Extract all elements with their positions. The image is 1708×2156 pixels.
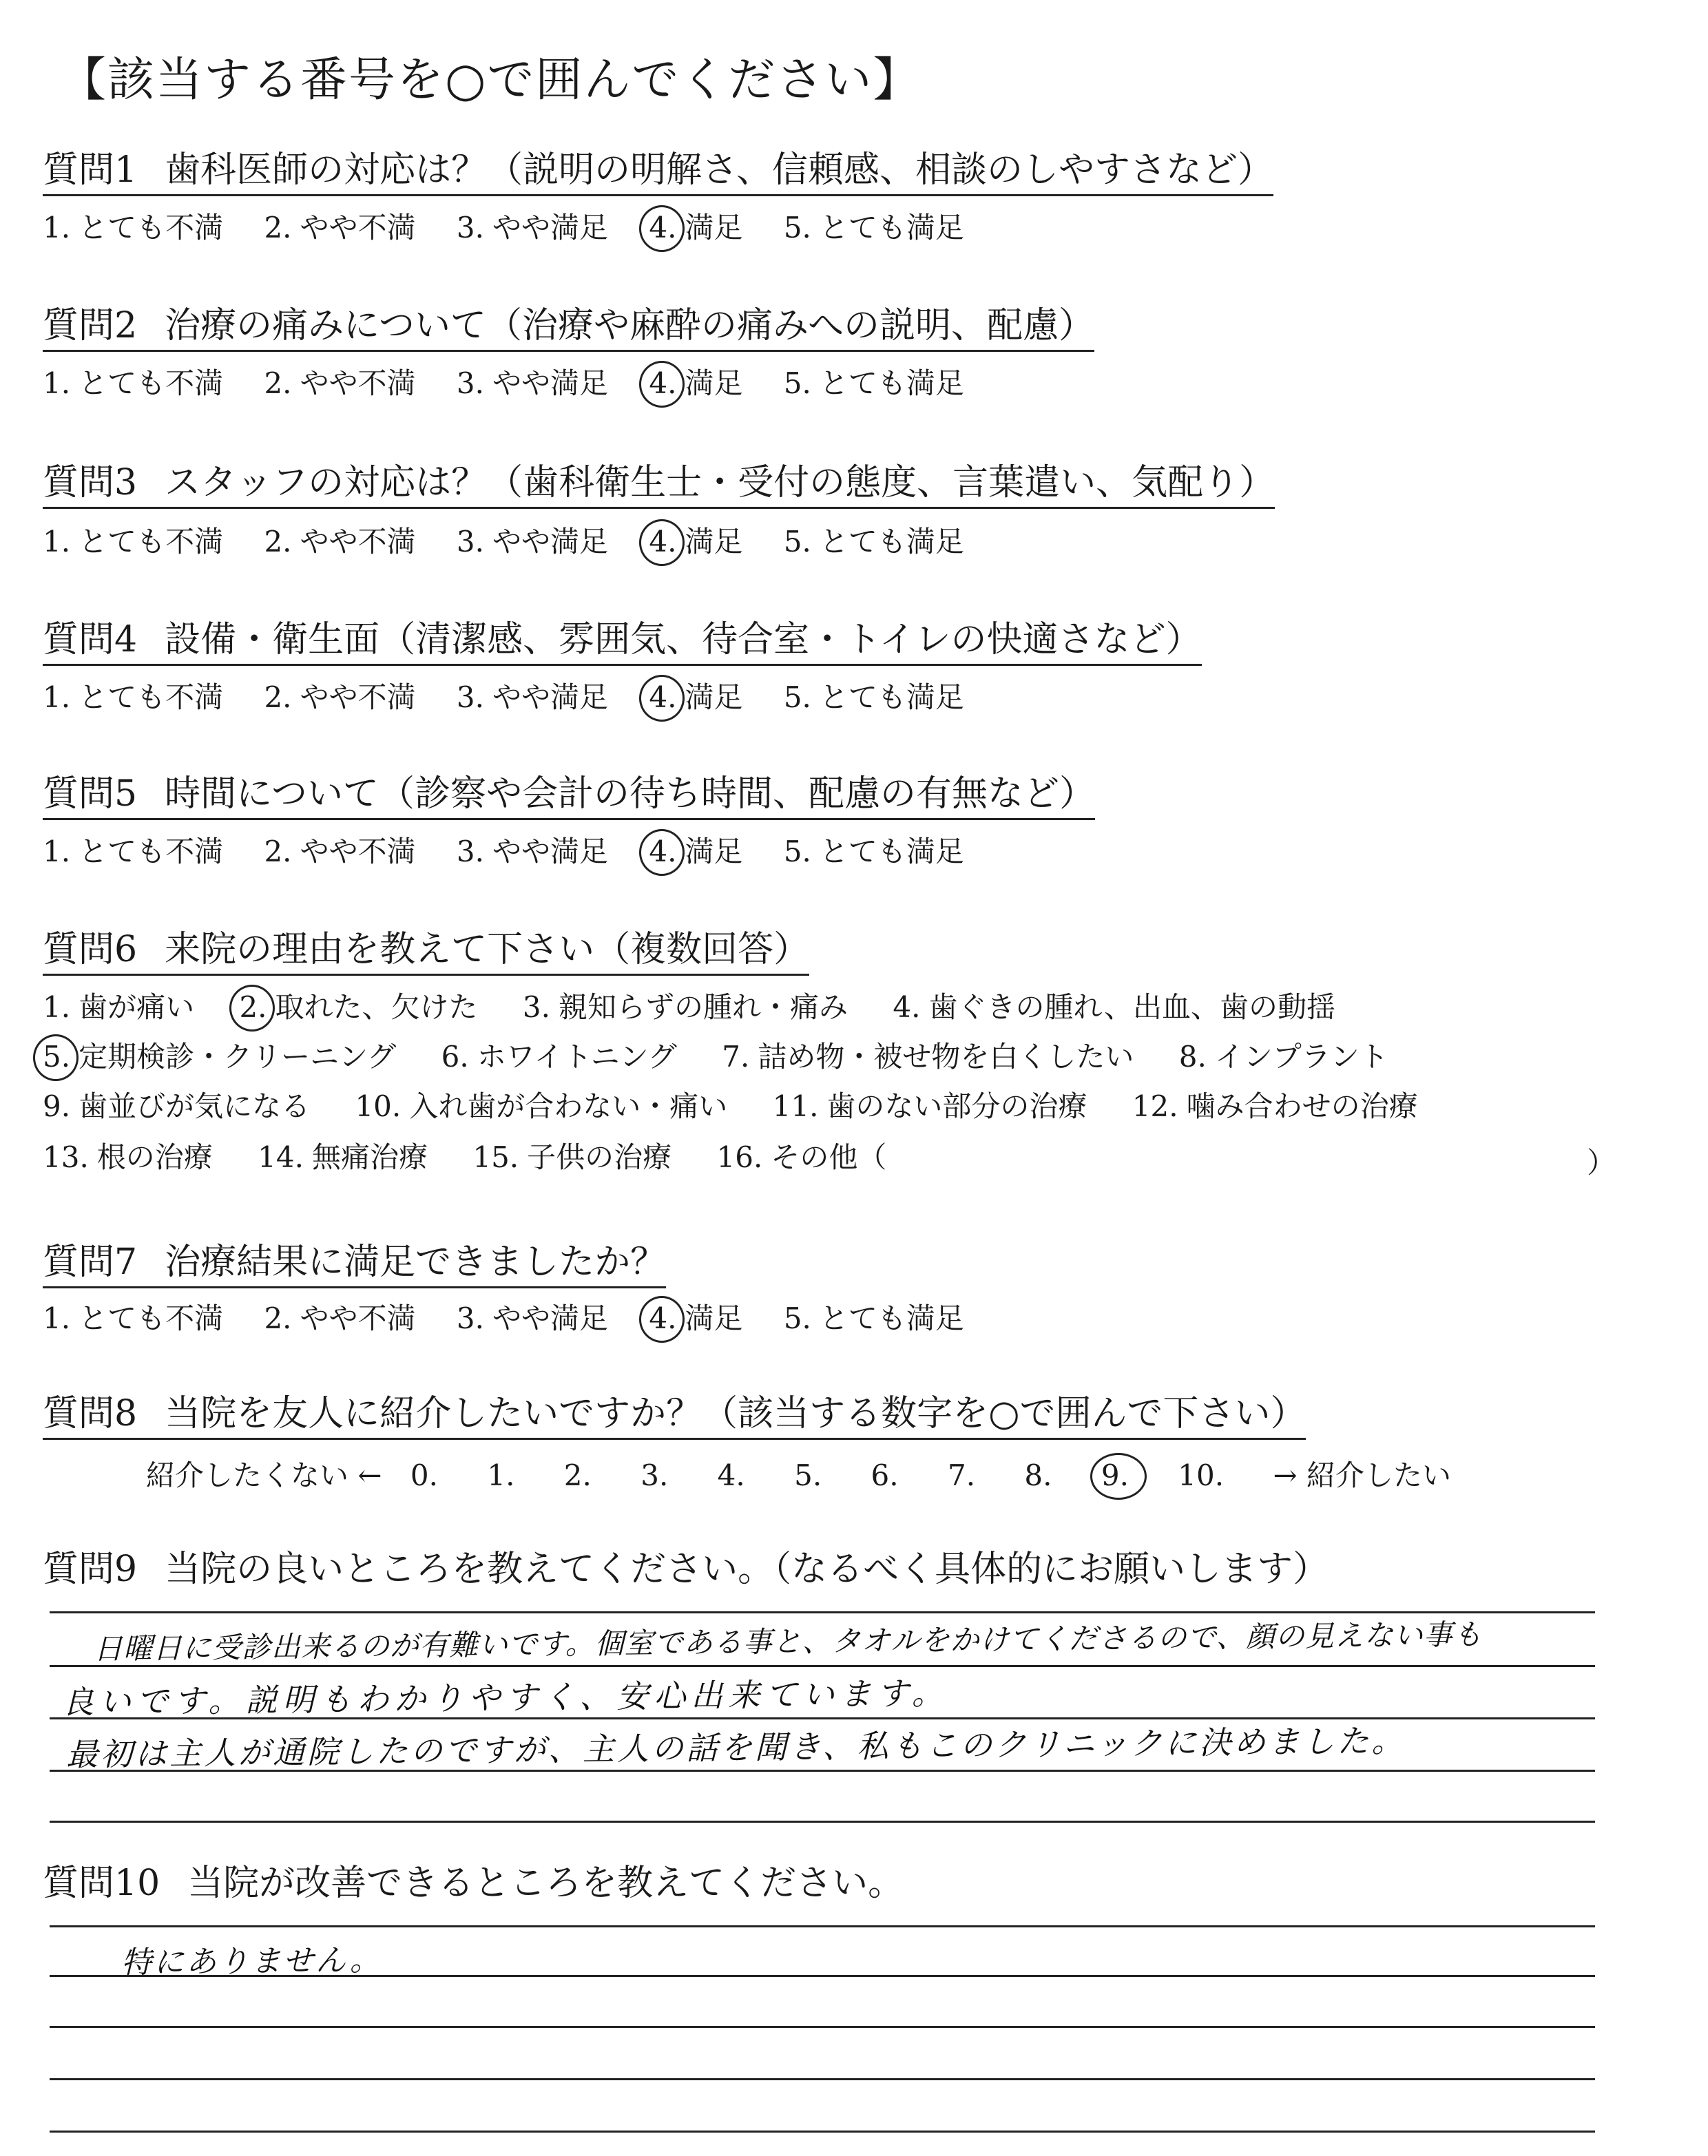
q6-option-8[interactable]: 8. インプラント: [1178, 1040, 1388, 1074]
q6-option-12[interactable]: 12. 噛み合わせの治療: [1132, 1089, 1418, 1123]
q7-option-2[interactable]: 2. やや不満: [264, 1301, 416, 1335]
q6-option-1[interactable]: 1. 歯が痛い: [43, 990, 195, 1024]
q10-writing-line-1: [50, 1925, 1595, 1927]
question-9-label: 質問9: [43, 1549, 138, 1590]
q4-option-1[interactable]: 1. とても不満: [43, 680, 224, 714]
q10-answer: 特にありません。: [121, 1943, 382, 1980]
q7-option-4-circled[interactable]: 4. 満足: [649, 1301, 743, 1335]
q3-option-2[interactable]: 2. やや不満: [264, 525, 416, 558]
question-4-label: 質問4: [43, 619, 138, 660]
question-1-text: 歯科医師の対応は？（説明の明解さ、信頼感、相談のしやすさなど）: [165, 149, 1274, 191]
q6-option-3[interactable]: 3. 親知らずの腫れ・痛み: [522, 990, 848, 1024]
q6-option-11[interactable]: 11. 歯のない部分の治療: [772, 1089, 1087, 1123]
q1-option-5[interactable]: 5. とても満足: [783, 211, 964, 244]
q7-option-1[interactable]: 1. とても不満: [43, 1301, 224, 1335]
question-9-heading: [43, 1549, 1329, 1593]
question-6-options-row-1: [43, 990, 1371, 1025]
scale-low-label: 紹介したくない ←: [146, 1458, 382, 1492]
question-2-heading: [43, 306, 1094, 352]
question-10-text: 当院が改善できるところを教えてください。: [187, 1863, 904, 1904]
q6-other-close-paren: ）: [1587, 1146, 1616, 1180]
question-3-heading: [43, 463, 1275, 509]
scale-0[interactable]: 0.: [410, 1458, 438, 1492]
scale-3[interactable]: 3.: [640, 1458, 669, 1492]
question-1-options: [43, 211, 996, 245]
q1-option-3[interactable]: 3. やや満足: [456, 211, 608, 244]
q9-answer-line-1: 日曜日に受診出来るのが有難いです。個室である事と、タオルをかけてくださるので、顔の見えない事も: [93, 1617, 1483, 1666]
question-2-text: 治療の痛みについて（治療や麻酔の痛みへの説明、配慮）: [165, 305, 1095, 346]
question-9-text: 当院の良いところを教えてください。（なるべく具体的にお願いします）: [165, 1549, 1329, 1590]
question-3-options: [43, 525, 996, 559]
question-6-options-row-3: [43, 1089, 1454, 1124]
question-5-heading: [43, 774, 1095, 820]
question-3-label: 質問3: [43, 462, 138, 503]
q7-option-3[interactable]: 3. やや満足: [456, 1301, 608, 1335]
q5-option-2[interactable]: 2. やや不満: [264, 835, 416, 868]
question-3-text: スタッフの対応は？（歯科衛生士・受付の態度、言葉遣い、気配り）: [165, 462, 1275, 503]
scale-10[interactable]: 10.: [1178, 1458, 1225, 1492]
q4-option-4-circled[interactable]: 4. 満足: [649, 680, 743, 714]
scale-1[interactable]: 1.: [487, 1458, 515, 1492]
scale-7[interactable]: 7.: [947, 1458, 976, 1492]
question-7-options: [43, 1301, 996, 1336]
question-6-options-row-4: [43, 1140, 922, 1175]
scale-6[interactable]: 6.: [871, 1458, 899, 1492]
q4-option-3[interactable]: 3. やや満足: [456, 680, 608, 714]
q6-option-15[interactable]: 15. 子供の治療: [472, 1140, 672, 1174]
q6-option-5-circled[interactable]: 5. 定期検診・クリーニング: [43, 1040, 397, 1074]
q2-option-1[interactable]: 1. とても不満: [43, 366, 224, 400]
question-8-heading: [43, 1394, 1306, 1440]
q9-answer-line-3: 最初は主人が通院したのですが、主人の話を聞き、私もこのクリニックに決めました。: [65, 1721, 1406, 1773]
q2-option-3[interactable]: 3. やや満足: [456, 366, 608, 400]
question-6-options-row-2: [43, 1040, 1424, 1074]
scale-2[interactable]: 2.: [563, 1458, 592, 1492]
question-5-options: [43, 835, 996, 869]
question-4-options: [43, 680, 996, 715]
q6-option-13[interactable]: 13. 根の治療: [43, 1140, 213, 1174]
scale-5[interactable]: 5.: [794, 1458, 822, 1492]
question-6-label: 質問6: [43, 929, 138, 970]
q6-option-7[interactable]: 7. 詰め物・被せ物を白くしたい: [722, 1040, 1134, 1074]
q2-option-2[interactable]: 2. やや不満: [264, 366, 416, 400]
q3-option-5[interactable]: 5. とても満足: [783, 525, 964, 558]
question-4-text: 設備・衛生面（清潔感、雰囲気、待合室・トイレの快適さなど）: [165, 619, 1202, 660]
q1-option-2[interactable]: 2. やや不満: [264, 211, 416, 244]
question-8-text: 当院を友人に紹介したいですか？（該当する数字を○で囲んで下さい）: [165, 1393, 1306, 1434]
q10-writing-line-5: [50, 2131, 1595, 2133]
question-7-label: 質問7: [43, 1242, 138, 1283]
question-2-options: [43, 366, 996, 401]
scale-high-label: → 紹介したい: [1273, 1458, 1451, 1492]
question-7-text: 治療結果に満足できましたか？: [165, 1242, 667, 1283]
question-4-heading: [43, 620, 1202, 666]
q6-option-16[interactable]: 16. その他（: [716, 1140, 887, 1174]
q10-writing-line-4: [50, 2078, 1595, 2080]
scale-4[interactable]: 4.: [717, 1458, 745, 1492]
question-6-heading: [43, 930, 809, 976]
question-6-text: 来院の理由を教えて下さい（複数回答）: [165, 929, 810, 970]
question-8-label: 質問8: [43, 1393, 138, 1434]
q5-option-3[interactable]: 3. やや満足: [456, 835, 608, 868]
question-5-text: 時間について（診察や会計の待ち時間、配慮の有無など）: [165, 773, 1096, 815]
q5-option-1[interactable]: 1. とても不満: [43, 835, 224, 868]
question-10-label: 質問10: [43, 1863, 160, 1904]
q3-option-4-circled[interactable]: 4. 満足: [649, 525, 743, 558]
q1-option-4-circled[interactable]: 4. 満足: [649, 211, 743, 244]
q4-option-5[interactable]: 5. とても満足: [783, 680, 964, 714]
q2-option-4-circled[interactable]: 4. 満足: [649, 366, 743, 400]
q6-option-10[interactable]: 10. 入れ歯が合わない・痛い: [355, 1089, 728, 1123]
question-10-heading: [43, 1863, 904, 1907]
question-2-label: 質問2: [43, 305, 138, 346]
recommend-scale: [146, 1453, 1451, 1494]
question-1-label: 質問1: [43, 149, 138, 191]
question-5-label: 質問5: [43, 773, 138, 815]
scale-8[interactable]: 8.: [1024, 1458, 1052, 1492]
q6-option-9[interactable]: 9. 歯並びが気になる: [43, 1089, 311, 1123]
question-7-heading: [43, 1242, 666, 1288]
q4-option-2[interactable]: 2. やや不満: [264, 680, 416, 714]
q7-option-5[interactable]: 5. とても満足: [783, 1301, 964, 1335]
q5-option-4-circled[interactable]: 4. 満足: [649, 835, 743, 868]
q9-writing-line-5: [50, 1821, 1595, 1823]
q5-option-5[interactable]: 5. とても満足: [783, 835, 964, 868]
scale-9-circled[interactable]: 9.: [1101, 1458, 1129, 1492]
q6-option-2-circled[interactable]: 2. 取れた、欠けた: [239, 990, 478, 1024]
q3-option-3[interactable]: 3. やや満足: [456, 525, 608, 558]
q3-option-1[interactable]: 1. とても不満: [43, 525, 224, 558]
q2-option-5[interactable]: 5. とても満足: [783, 366, 964, 400]
q6-option-14[interactable]: 14. 無痛治療: [258, 1140, 428, 1174]
q6-option-6[interactable]: 6. ホワイトニング: [441, 1040, 677, 1074]
q1-option-1[interactable]: 1. とても不満: [43, 211, 224, 244]
page-title: 【該当する番号を○で囲んでください】: [59, 53, 921, 107]
q6-option-4[interactable]: 4. 歯ぐきの腫れ、出血、歯の動揺: [893, 990, 1335, 1024]
question-1-heading: [43, 150, 1273, 196]
q10-writing-line-3: [50, 2026, 1595, 2028]
q9-answer-line-2: 良いです。説明もわかりやすく、安心出来ています。: [61, 1674, 949, 1721]
